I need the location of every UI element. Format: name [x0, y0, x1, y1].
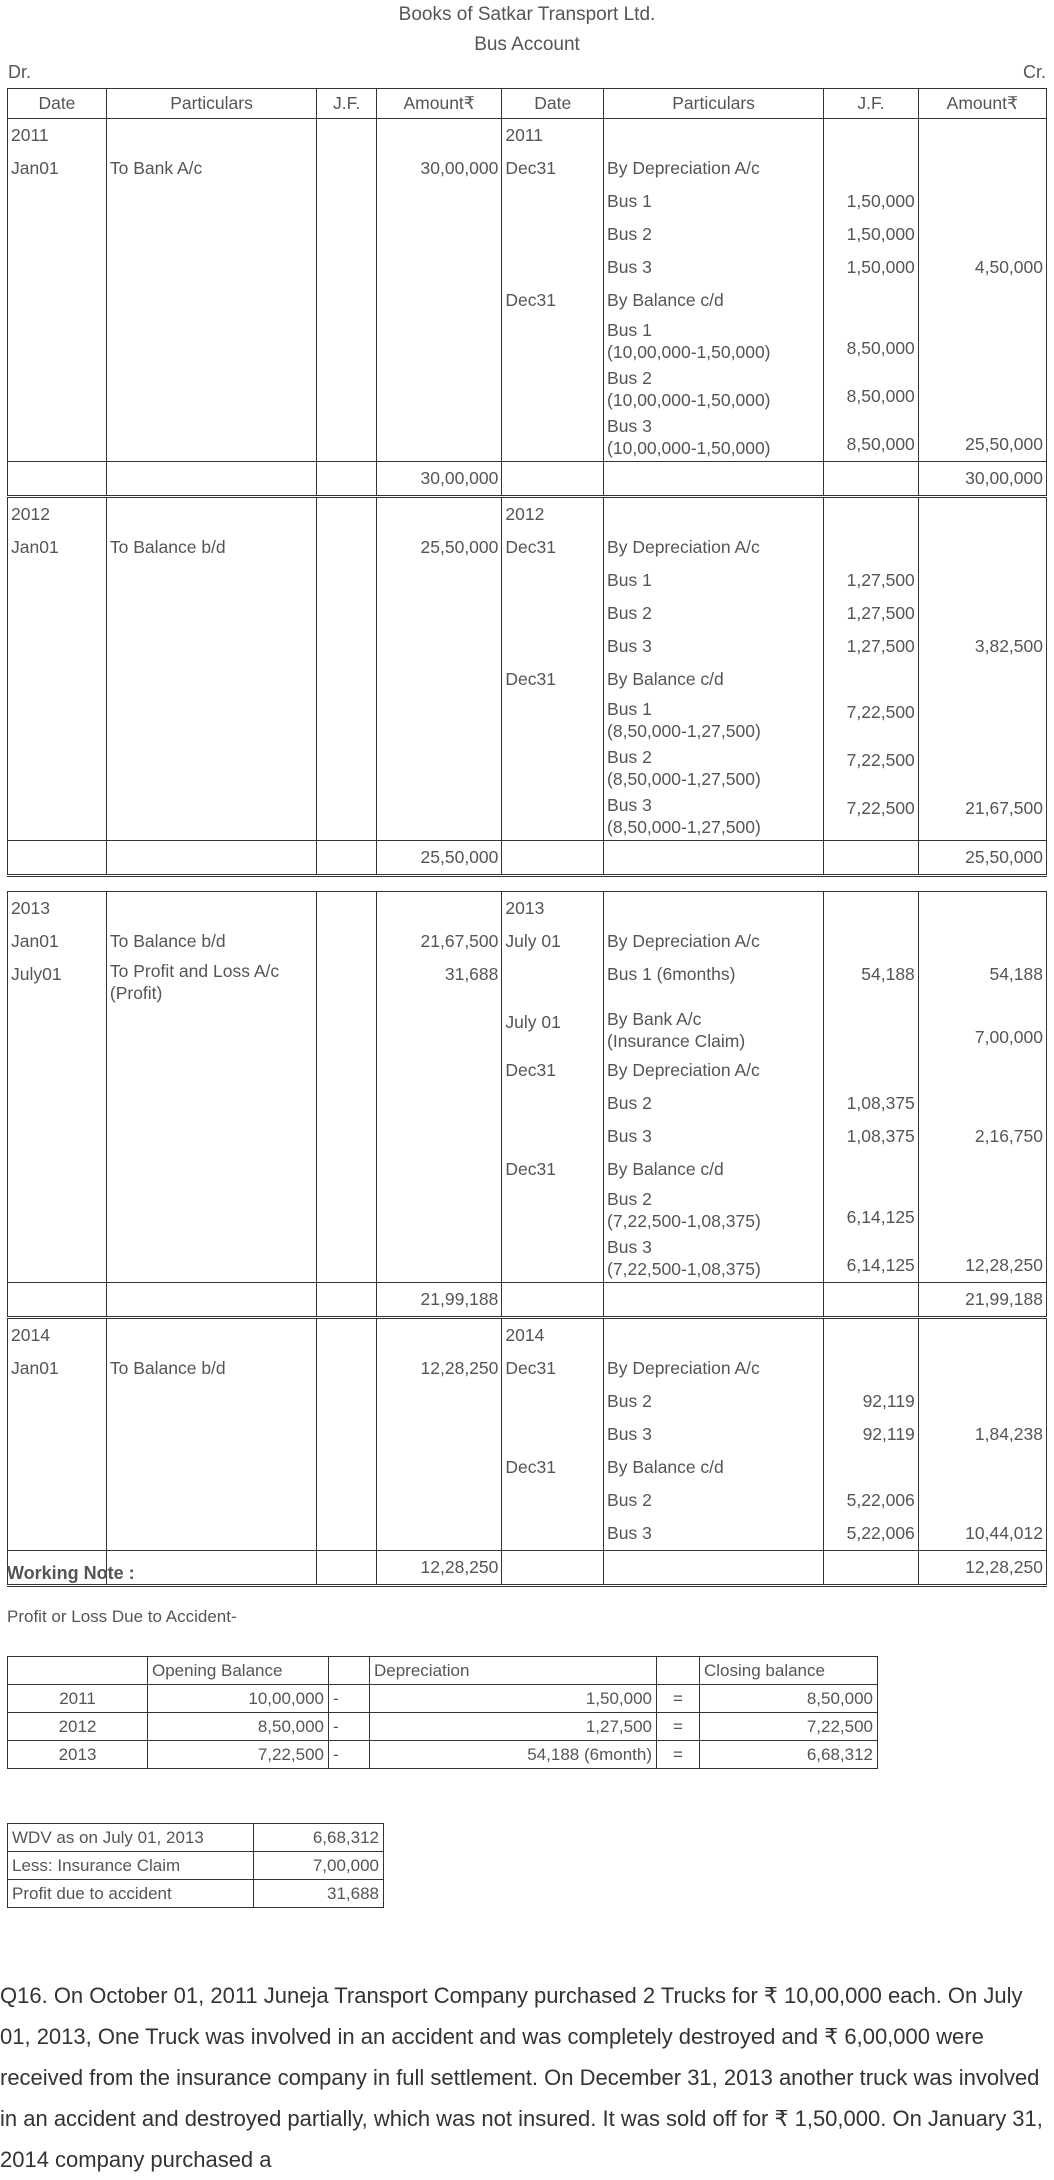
table-row — [8, 152, 1047, 185]
date-cell: Dec31 — [502, 1054, 604, 1087]
dr-label: Dr. — [8, 62, 32, 82]
table-row — [8, 185, 1047, 218]
total-row — [8, 462, 1047, 497]
col-jf: J.F. — [317, 89, 377, 119]
jf-cell: 1,08,375 — [824, 1120, 919, 1153]
jf-cell: 92,119 — [824, 1418, 919, 1451]
particulars-cell: By Depreciation A/c — [604, 152, 824, 185]
pl-sublabel: (Profit) — [109, 983, 163, 1003]
particulars-cell — [604, 1186, 824, 1234]
table-row — [8, 1517, 1047, 1551]
date-cell: Dec31 — [502, 1352, 604, 1385]
header-cell: Closing balance — [700, 1657, 878, 1685]
account-name: Bus Account — [474, 34, 580, 55]
opening-cell: 8,50,000 — [148, 1713, 329, 1741]
col-amount: Amount₹ — [377, 89, 502, 119]
particulars-cell: By Balance c/d — [604, 663, 824, 696]
particulars-cell: Bus 2 — [604, 1385, 824, 1418]
year-cell: 2011 — [8, 1685, 148, 1713]
col-particulars: Particulars — [604, 89, 824, 119]
working-note-subtitle: Profit or Loss Due to Accident- — [7, 1607, 237, 1626]
table-row — [8, 317, 1047, 365]
particulars-cell: To Balance b/d — [106, 531, 316, 564]
amount-cell: 30,00,000 — [377, 152, 502, 185]
cr-label: Cr. — [1022, 62, 1046, 82]
particulars-cell: Bus 2 — [604, 597, 824, 630]
particulars-cell: By Balance c/d — [604, 1451, 824, 1484]
date-cell: Jan01 — [8, 1352, 107, 1385]
table-row — [8, 1741, 878, 1769]
closing-cell: 7,22,500 — [700, 1713, 878, 1741]
table-row — [8, 1451, 1047, 1484]
table-row — [8, 1824, 384, 1852]
year-label: 2013 — [8, 892, 107, 926]
particulars-cell: To Balance b/d — [106, 1352, 316, 1385]
year-label: 2012 — [8, 497, 107, 532]
value-cell: 6,68,312 — [254, 1824, 384, 1852]
particulars-cell: Bus 3 — [604, 251, 824, 284]
amount-cell: 25,50,000 — [918, 413, 1046, 462]
particulars-cell: Bus 3 — [604, 630, 824, 663]
header-cell — [329, 1657, 370, 1685]
particulars-cell: By Depreciation A/c — [604, 531, 824, 564]
table-row — [8, 413, 1047, 462]
jf-cell: 1,50,000 — [824, 185, 919, 218]
bus-label: Bus 2 — [607, 747, 652, 767]
table-row — [8, 696, 1047, 744]
total-cr: 30,00,000 — [918, 462, 1046, 497]
table-row — [8, 365, 1047, 413]
operator-cell: = — [657, 1713, 700, 1741]
date-cell: July 01 — [502, 1006, 604, 1054]
date-cell: Dec31 — [502, 1153, 604, 1186]
particulars-cell — [604, 365, 824, 413]
value-cell: 7,00,000 — [254, 1852, 384, 1880]
opening-cell: 7,22,500 — [148, 1741, 329, 1769]
amount-cell: 54,188 — [918, 958, 1046, 1006]
operator-cell: = — [657, 1741, 700, 1769]
calc-label: (7,22,500-1,08,375) — [607, 1211, 761, 1231]
amount-cell: 4,50,000 — [918, 251, 1046, 284]
table-row — [8, 1087, 1047, 1120]
calc-label: (7,22,500-1,08,375) — [607, 1259, 761, 1279]
year-label: 2012 — [502, 497, 604, 532]
claim-label: (Insurance Claim) — [607, 1031, 746, 1051]
table-row — [8, 892, 1047, 926]
table-row — [8, 1234, 1047, 1283]
amount-cell: 12,28,250 — [377, 1352, 502, 1385]
jf-cell: 1,27,500 — [824, 597, 919, 630]
jf-cell: 8,50,000 — [824, 365, 919, 413]
profit-calc-table — [7, 1823, 384, 1908]
particulars-cell: Bus 2 — [604, 1087, 824, 1120]
jf-cell: 1,27,500 — [824, 630, 919, 663]
table-row — [8, 251, 1047, 284]
depreciation-cell: 54,188 (6month) — [370, 1741, 657, 1769]
particulars-cell: Bus 1 — [604, 185, 824, 218]
jf-cell: 7,22,500 — [824, 744, 919, 792]
amount-cell: 10,44,012 — [918, 1517, 1046, 1551]
amount-cell: 21,67,500 — [918, 792, 1046, 841]
table-row — [8, 925, 1047, 958]
table-row — [8, 1186, 1047, 1234]
particulars-cell: Bus 3 — [604, 1120, 824, 1153]
particulars-cell: By Depreciation A/c — [604, 1352, 824, 1385]
table-row — [8, 1657, 878, 1685]
jf-cell: 54,188 — [824, 958, 919, 1006]
table-row — [8, 744, 1047, 792]
header-cell — [657, 1657, 700, 1685]
jf-cell: 1,27,500 — [824, 564, 919, 597]
question-number: Q16 — [0, 1983, 42, 2008]
table-row — [8, 663, 1047, 696]
date-cell: Dec31 — [502, 663, 604, 696]
total-row — [8, 841, 1047, 876]
jf-cell: 1,50,000 — [824, 218, 919, 251]
closing-cell: 6,68,312 — [700, 1741, 878, 1769]
table-row — [8, 284, 1047, 317]
particulars-cell — [604, 696, 824, 744]
jf-cell: 7,22,500 — [824, 792, 919, 841]
year-cell: 2012 — [8, 1713, 148, 1741]
amount-cell: 7,00,000 — [918, 1006, 1046, 1054]
table-row — [8, 792, 1047, 841]
operator-cell: = — [657, 1685, 700, 1713]
total-row — [8, 1283, 1047, 1318]
ledger-header-row — [8, 89, 1047, 119]
amount-cell: 12,28,250 — [918, 1234, 1046, 1283]
particulars-cell: By Depreciation A/c — [604, 1054, 824, 1087]
date-cell: Dec31 — [502, 1451, 604, 1484]
pl-label: To Profit and Loss A/c — [109, 961, 280, 981]
table-row — [8, 1685, 878, 1713]
amount-cell: 2,16,750 — [918, 1120, 1046, 1153]
particulars-cell — [604, 1006, 824, 1054]
particulars-cell: Bus 2 — [604, 218, 824, 251]
total-dr: 21,99,188 — [377, 1283, 502, 1318]
jf-cell: 1,50,000 — [824, 251, 919, 284]
table-row — [8, 1153, 1047, 1186]
operator-cell: - — [329, 1685, 370, 1713]
date-cell: July 01 — [502, 925, 604, 958]
table-row — [8, 531, 1047, 564]
bus-label: Bus 2 — [607, 368, 652, 388]
particulars-cell — [106, 958, 316, 1006]
amount-cell: 3,82,500 — [918, 630, 1046, 663]
jf-cell: 5,22,006 — [824, 1517, 919, 1551]
jf-cell: 1,08,375 — [824, 1087, 919, 1120]
col-jf: J.F. — [824, 89, 919, 119]
label-cell: WDV as on July 01, 2013 — [8, 1824, 254, 1852]
table-row — [8, 1852, 384, 1880]
label-cell: Profit due to accident — [8, 1880, 254, 1908]
year-label: 2014 — [502, 1318, 604, 1353]
calc-label: (10,00,000-1,50,000) — [607, 342, 771, 362]
amount-cell: 25,50,000 — [377, 531, 502, 564]
table-row — [8, 958, 1047, 1006]
header-cell — [8, 1657, 148, 1685]
label-cell: Less: Insurance Claim — [8, 1852, 254, 1880]
calc-label: (8,50,000-1,27,500) — [607, 817, 761, 837]
jf-cell: 5,22,006 — [824, 1484, 919, 1517]
date-cell: Jan01 — [8, 925, 107, 958]
particulars-cell — [604, 744, 824, 792]
particulars-cell — [604, 317, 824, 365]
jf-cell: 92,119 — [824, 1385, 919, 1418]
particulars-cell — [604, 1234, 824, 1283]
date-cell: Jan01 — [8, 531, 107, 564]
bus-label: Bus 3 — [607, 795, 652, 815]
table-row — [8, 497, 1047, 532]
jf-cell: 8,50,000 — [824, 413, 919, 462]
table-row — [8, 1352, 1047, 1385]
ledger-header — [0, 0, 1054, 60]
table-row — [8, 564, 1047, 597]
amount-cell: 1,84,238 — [918, 1418, 1046, 1451]
bus-label: Bus 1 — [607, 699, 652, 719]
particulars-cell — [604, 413, 824, 462]
date-cell: July01 — [8, 958, 107, 1006]
calc-label: (10,00,000-1,50,000) — [607, 438, 771, 458]
calc-label: (8,50,000-1,27,500) — [607, 769, 761, 789]
jf-cell: 7,22,500 — [824, 696, 919, 744]
particulars-cell: By Balance c/d — [604, 284, 824, 317]
table-row — [8, 218, 1047, 251]
table-row — [8, 1880, 384, 1908]
question-text — [0, 1975, 1050, 2180]
company-name: Books of Satkar Transport Ltd. — [398, 4, 656, 25]
particulars-cell: To Balance b/d — [106, 925, 316, 958]
col-particulars: Particulars — [106, 89, 316, 119]
calc-label: (8,50,000-1,27,500) — [607, 721, 761, 741]
amount-cell: 31,688 — [377, 958, 502, 1006]
bus-label: Bus 3 — [607, 416, 652, 436]
total-dr: 30,00,000 — [377, 462, 502, 497]
particulars-cell: Bus 3 — [604, 1418, 824, 1451]
value-cell: 31,688 — [254, 1880, 384, 1908]
total-cr: 21,99,188 — [918, 1283, 1046, 1318]
particulars-cell: Bus 1 — [604, 564, 824, 597]
date-cell: Dec31 — [502, 284, 604, 317]
col-amount: Amount₹ — [918, 89, 1046, 119]
col-date: Date — [8, 89, 107, 119]
year-label: 2011 — [8, 119, 107, 153]
year-label: 2011 — [502, 119, 604, 153]
table-row — [8, 119, 1047, 153]
total-cr: 12,28,250 — [918, 1551, 1046, 1586]
year-cell: 2013 — [8, 1741, 148, 1769]
particulars-cell: To Bank A/c — [106, 152, 316, 185]
table-row — [8, 1054, 1047, 1087]
jf-cell: 6,14,125 — [824, 1186, 919, 1234]
year-label: 2013 — [502, 892, 604, 926]
header-cell: Opening Balance — [148, 1657, 329, 1685]
total-dr: 25,50,000 — [377, 841, 502, 876]
operator-cell: - — [329, 1713, 370, 1741]
bus-label: Bus 2 — [607, 1189, 652, 1209]
table-row — [8, 1385, 1047, 1418]
particulars-cell: By Depreciation A/c — [604, 925, 824, 958]
total-dr: 12,28,250 — [377, 1551, 502, 1586]
depreciation-cell: 1,27,500 — [370, 1713, 657, 1741]
table-row — [8, 1006, 1047, 1054]
operator-cell: - — [329, 1741, 370, 1769]
bus-label: Bus 3 — [607, 1237, 652, 1257]
header-cell: Depreciation — [370, 1657, 657, 1685]
date-cell: Jan01 — [8, 152, 107, 185]
opening-cell: 10,00,000 — [148, 1685, 329, 1713]
col-date: Date — [502, 89, 604, 119]
total-cr: 25,50,000 — [918, 841, 1046, 876]
total-row — [8, 1551, 1047, 1586]
table-row — [8, 1484, 1047, 1517]
date-cell: Dec31 — [502, 152, 604, 185]
bank-label: By Bank A/c — [607, 1009, 702, 1029]
year-label: 2014 — [8, 1318, 107, 1353]
calc-label: (10,00,000-1,50,000) — [607, 390, 771, 410]
dr-cr-row — [0, 60, 1054, 90]
amount-cell: 21,67,500 — [377, 925, 502, 958]
particulars-cell: Bus 1 (6months) — [604, 958, 824, 1006]
jf-cell: 6,14,125 — [824, 1234, 919, 1283]
question-body: . On October 01, 2011 Juneja Transport Company purchased 2 Trucks for ₹ 10,00,000 each. On July 01, 2013, One Truck was involved in an accident and was completely destroyed and ₹ 6,00,000 were received from the insurance company in full settlement. On December 31, 2013 another truck was involved in an accident and destroyed partially, which was not insured. It was sold off for ₹ 1,50,000. On January 31, 2014 company purchased a — [0, 1983, 1043, 2172]
table-row — [8, 1418, 1047, 1451]
working-note-title: Working Note : — [7, 1563, 135, 1583]
closing-cell: 8,50,000 — [700, 1685, 878, 1713]
table-row — [8, 597, 1047, 630]
particulars-cell: Bus 2 — [604, 1484, 824, 1517]
date-cell: Dec31 — [502, 531, 604, 564]
particulars-cell — [604, 792, 824, 841]
bus-account-ledger — [7, 88, 1047, 1587]
table-row — [8, 1120, 1047, 1153]
depreciation-table — [7, 1656, 878, 1769]
jf-cell: 8,50,000 — [824, 317, 919, 365]
depreciation-cell: 1,50,000 — [370, 1685, 657, 1713]
particulars-cell: Bus 3 — [604, 1517, 824, 1551]
bus-label: Bus 1 — [607, 320, 652, 340]
particulars-cell: By Balance c/d — [604, 1153, 824, 1186]
table-row — [8, 1318, 1047, 1353]
table-row — [8, 630, 1047, 663]
table-row — [8, 1713, 878, 1741]
